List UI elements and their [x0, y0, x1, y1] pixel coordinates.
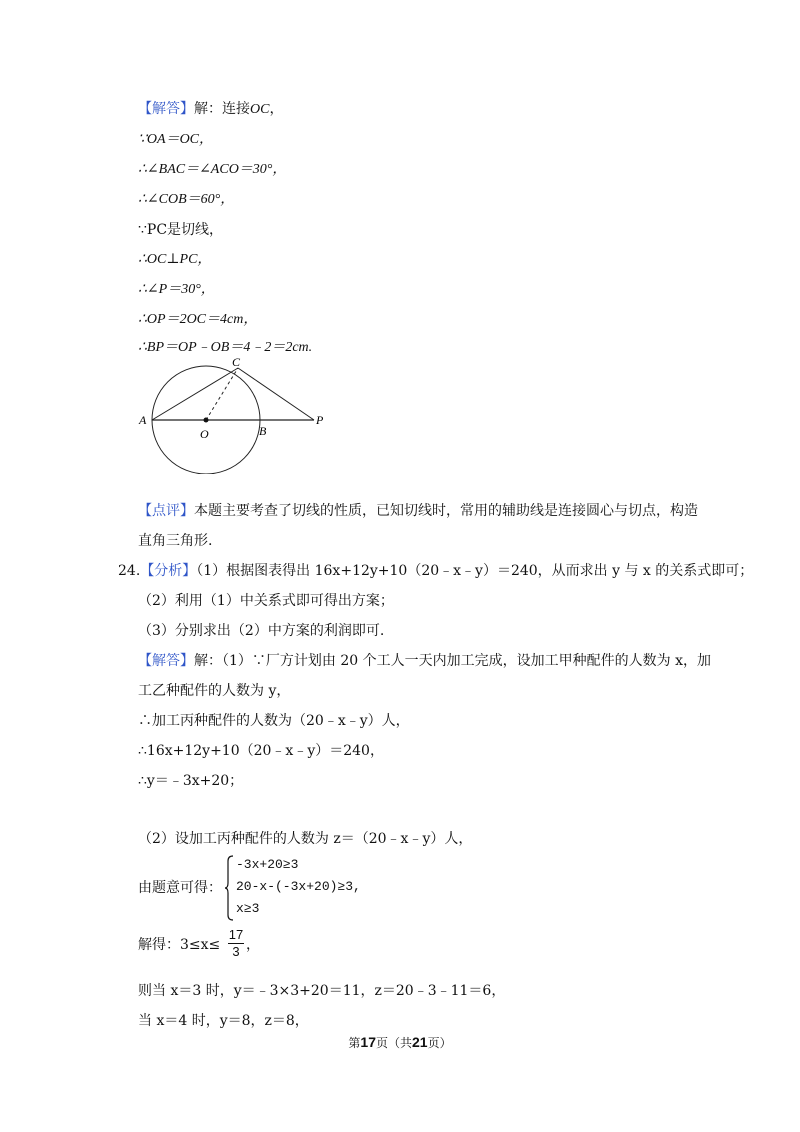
question-number: 24.	[118, 563, 141, 579]
solution-line-2: ∵OA＝OC，	[138, 132, 214, 147]
label-A: A	[139, 413, 147, 427]
label-C: C	[232, 355, 241, 369]
solution-line-9: ∴BP＝OP﹣OB＝4﹣2＝2cm.	[138, 340, 313, 355]
q24-analysis-line-1: 24.【分析】（1）根据图表得出 16x+12y+10（20﹣x﹣y）＝240，从而求出 y 与 x 的关系式即可；	[118, 563, 754, 579]
solution-line-3: ∴∠BAC＝∠ACO＝30°，	[138, 162, 287, 177]
circle-tangent-diagram	[136, 354, 336, 474]
q24-answer-line-3: ∴加工丙种配件的人数为（20﹣x﹣y）人，	[138, 713, 410, 729]
page-total: 21	[412, 1034, 428, 1050]
solution-line-5: ∵PC是切线，	[138, 222, 224, 238]
case-line-1: 则当 x＝3 时，y＝﹣3×3+20＝11，z＝20﹣3﹣11＝6，	[138, 983, 506, 999]
page-footer: 第17页（共21页）	[348, 1034, 452, 1050]
line-AC	[152, 368, 238, 420]
comment-tag: 【点评】	[138, 503, 194, 519]
q24-analysis-line-3: （3）分别求出（2）中方案的利润即可.	[138, 623, 385, 639]
q24-answer-line-2: 工乙种配件的人数为 y，	[138, 683, 291, 699]
line-OC	[206, 368, 238, 420]
solve-line-end: ，	[246, 937, 260, 953]
solution-line-6: ∴OC⊥PC，	[138, 252, 212, 267]
solution-line-4: ∴∠COB＝60°，	[138, 192, 235, 207]
page-number: 17	[360, 1034, 376, 1050]
q24-answer-line-4: ∴16x+12y+10（20﹣x﹣y）＝240，	[138, 743, 384, 759]
label-B: B	[259, 424, 267, 438]
label-P: P	[316, 413, 324, 427]
answer-tag: 【解答】	[138, 101, 194, 117]
inequality-3: x≥3	[236, 901, 260, 916]
q24-part2-line: （2）设加工丙种配件的人数为 z＝（20﹣x﹣y）人，	[138, 831, 473, 847]
q24-analysis-line-2: （2）利用（1）中关系式即可得出方案；	[138, 593, 394, 609]
case-line-2: 当 x＝4 时，y＝8，z＝8，	[138, 1013, 309, 1029]
analysis-tag: 【分析】	[140, 563, 197, 579]
brace-icon	[224, 855, 234, 921]
solution-line-7: ∴∠P＝30°，	[138, 282, 215, 297]
solve-line: 解得：3≤x≤	[138, 937, 221, 953]
comment-line-1: 【点评】本题主要考查了切线的性质，已知切线时，常用的辅助线是连接圆心与切点，构造	[138, 503, 698, 519]
q24-answer-line-5: ∴y＝﹣3x+20；	[138, 773, 244, 789]
inequality-1: -3x+20≥3	[236, 857, 299, 872]
comment-line-2: 直角三角形.	[138, 533, 213, 549]
center-point	[204, 418, 209, 423]
fraction-17-3: 17 3	[228, 927, 244, 959]
label-O: O	[200, 427, 209, 441]
solution-line-8: ∴OP＝2OC＝4cm，	[138, 312, 258, 327]
q24-answer-line-1: 【解答】解：（1）∵厂方计划由 20 个工人一天内加工完成，设加工甲种配件的人数为 x，加	[138, 653, 711, 669]
geometry-figure	[136, 354, 336, 474]
solution-line-1: 【解答】解：连接OC，	[138, 101, 284, 117]
answer-tag-24: 【解答】	[138, 653, 194, 669]
tangent-PC	[238, 368, 314, 420]
inequality-2: 20-x-(-3x+20)≥3,	[236, 879, 361, 894]
inequality-system	[224, 855, 394, 921]
by-problem-label: 由题意可得：	[138, 880, 222, 896]
